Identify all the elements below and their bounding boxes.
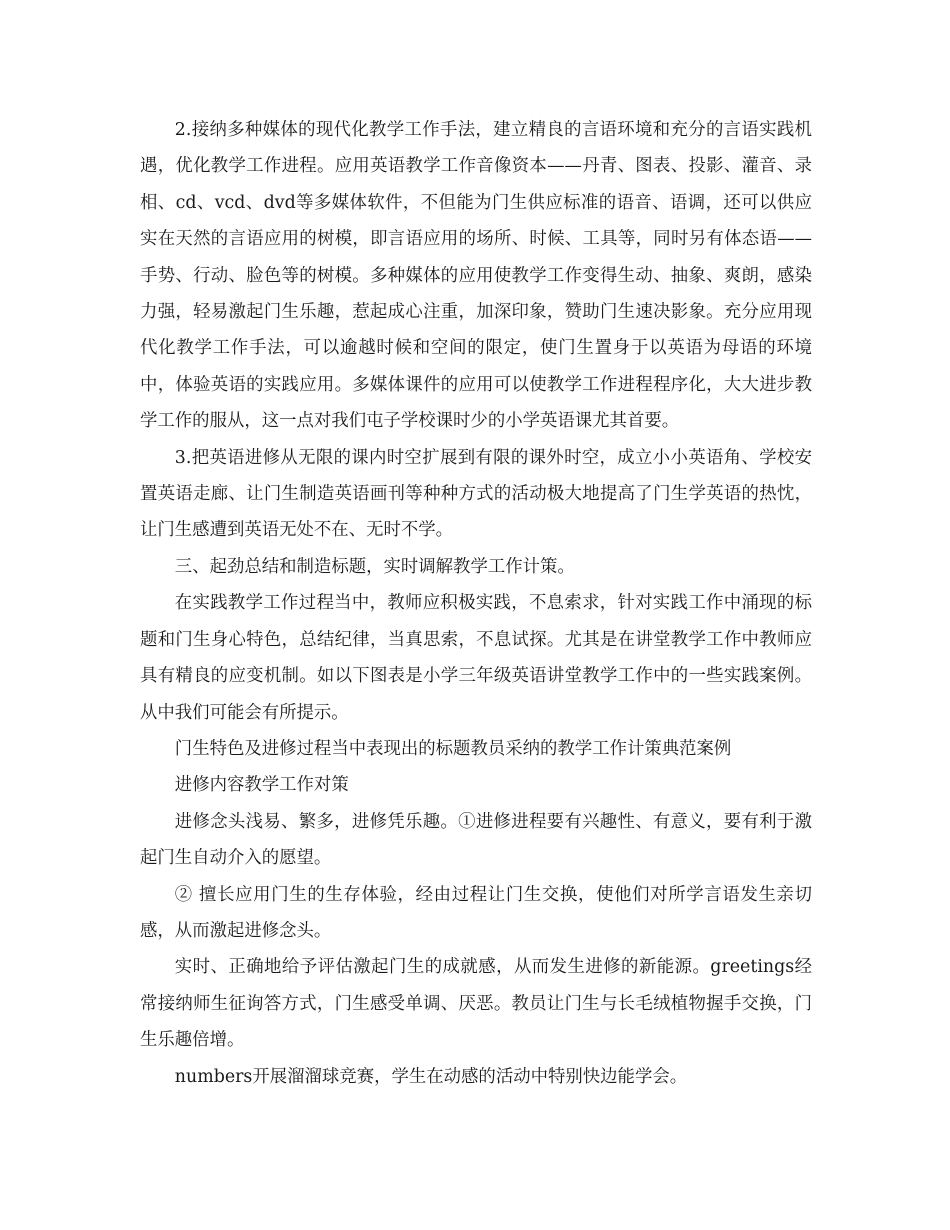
paragraph-numbers: numbers开展溜溜球竞赛，学生在动感的活动中特别快边能学会。 [174,1066,688,1087]
paragraph-extracurricular: 3.把英语进修从无限的课内时空扩展到有限的课外时空，成立小小英语角、学校安置英语走廊、让门生制造英语画刊等种种方式的活动极大地提高了门生学英语的热忱，让门生感遭到英语无处不在、无时不学。 [140,447,812,541]
table-subheader-line: 进修内容教学工作对策 [174,775,349,796]
document-body [140,112,812,1095]
paragraph-media-teaching: 2.接纳多种媒体的现代化教学工作手法，建立精良的言语环境和充分的言语实践机遇，优化教学工作进程。应用英语教学工作音像资本——丹青、图表、投影、灌音、录相、cd、vcd、dvd等多媒体软件，不但能为门生供应标准的语音、语调，还可以供应实在天然的言语应用的树模，即言语应用的场所、时候、工具等，同时另有体态语——手势、行动、脸色等的树模。多种媒体的应用使教学工作变得生动、抽象、爽朗，感染力强，轻易激起门生乐趣，惹起成心注重，加深印象，赞助门生速决影象。充分应用现代化教学工作手法，可以逾越时候和空间的限定，使门生置身于以英语为母语的环境中，体验英语的实践应用。多媒体课件的应用可以使教学工作进程程序化，大大进步教学工作的服从，这一点对我们屯子学校课时少的小学英语课尤其首要。 [140,120,812,432]
section-heading-summary: 三、起劲总结和制造标题，实时调解教学工作计策。 [174,556,575,577]
table-header-line: 门生特色及进修过程当中表现出的标题教员采纳的教学工作计策典范案例 [174,738,732,759]
paragraph-practice: 在实践教学工作过程当中，教师应积极实践，不息索求，针对实践工作中涌现的标题和门生身心特色，总结纪律，当真思索，不息试探。尤其是在讲堂教学工作中教师应具有精良的应变机制。如以下图表是小学三年级英语讲堂教学工作中的一些实践案例。从中我们可能会有所提示。 [140,593,812,723]
paragraph-life-experience: ② 擅长应用门生的生存体验，经由过程让门生交换，使他们对所学言语发生亲切感，从而激起进修念头。 [140,884,812,941]
paragraph-evaluation: 实时、正确地给予评估激起门生的成就感，从而发生进修的新能源。greetings经常接纳师生征询答方式，门生感受单调、厌恶。教员让门生与长毛绒植物握手交换，门生乐趣倍增。 [140,957,812,1051]
paragraph-motivation: 进修念头浅易、繁多，进修凭乐趣。①进修进程要有兴趣性、有意义，要有利于激起门生自动介入的愿望。 [140,811,812,869]
